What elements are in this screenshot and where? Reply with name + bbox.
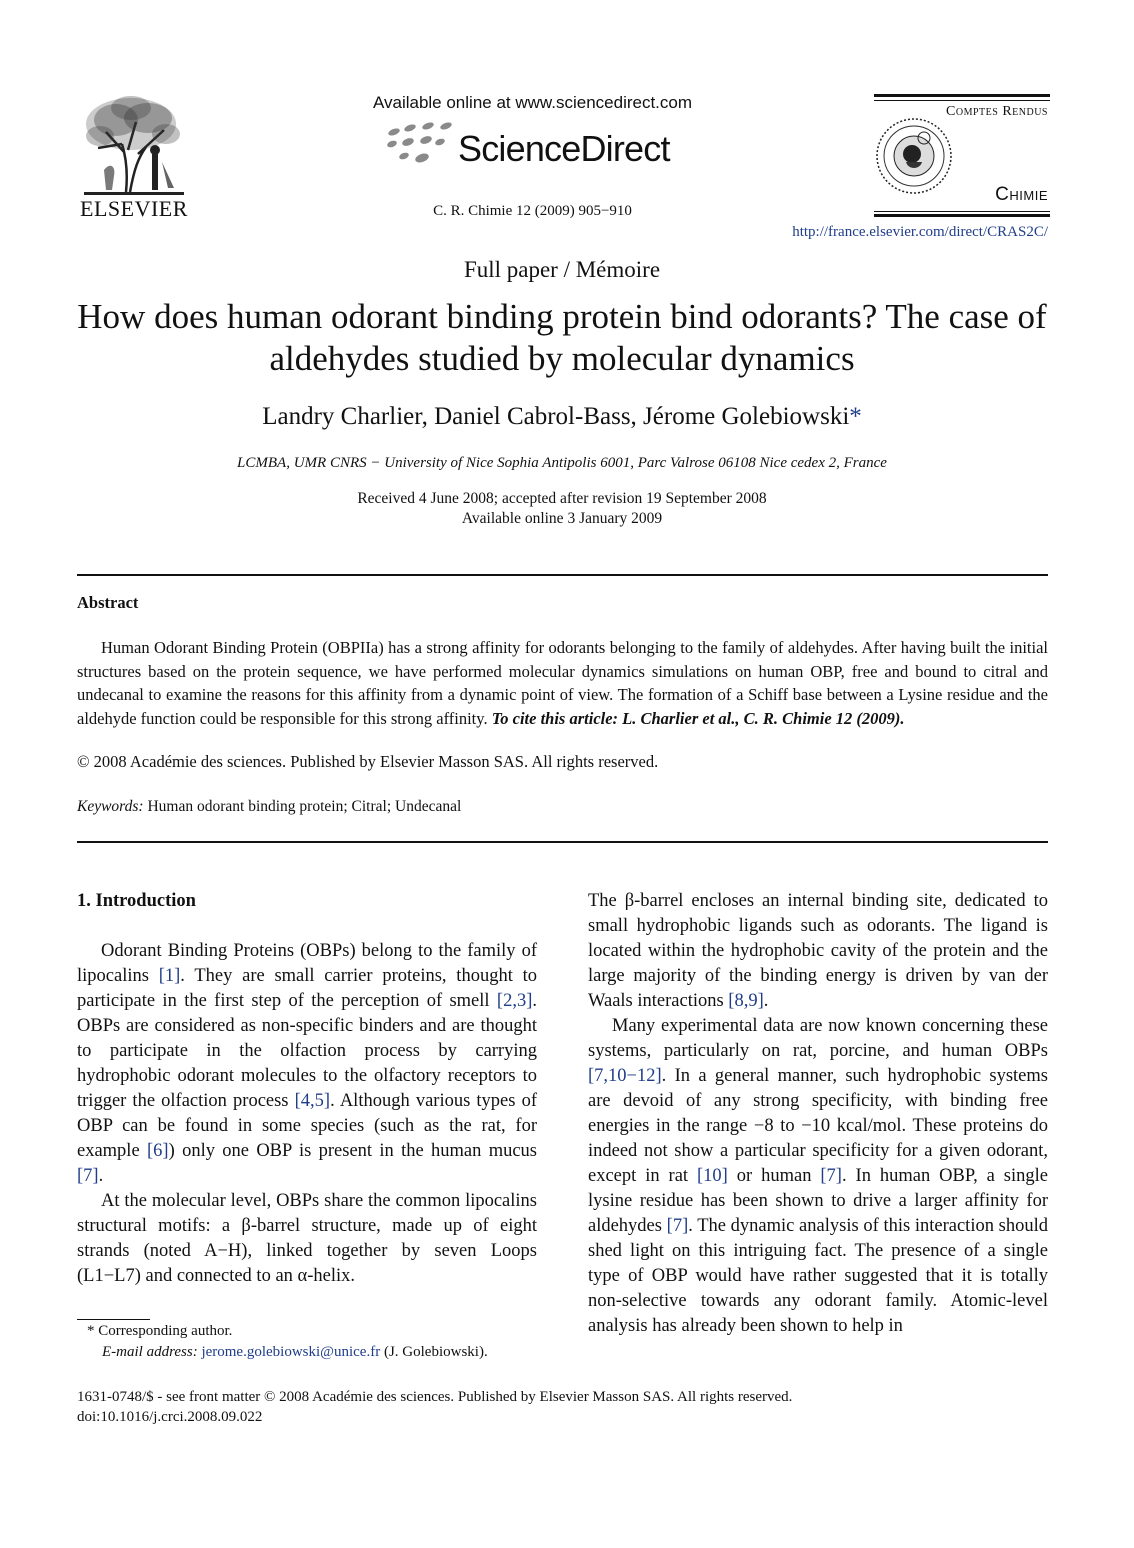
paragraph-4: Many experimental data are now known concerning these systems, particularly on rat, porcine, and human OBPs [7,10−12]. In a general manner, such hydrophobic systems are devoid of any strong specificity, with binding free energies in the range −8 to −10 kcal/mol. These proteins do indeed not show a particular specificity for a given odorant, except in rat [10] or human [7]. In human OBP, a single lysine residue has been shown to drive a larger affinity for aldehydes [7]. The dynamic analysis of this interaction should shed light on this intriguing fact. The presence of a single type of OBP would have rather suggested that it is totally non-selective towards any odorant family. Atomic-level analysis has already been shown to help in <box>588 1016 1048 1336</box>
journal-reference: C. R. Chimie 12 (2009) 905−910 <box>433 203 632 219</box>
author-names: Landry Charlier, Daniel Cabrol-Bass, Jérome Golebiowski <box>262 403 850 430</box>
citation-link[interactable]: [4,5] <box>294 1091 331 1111</box>
comptes-rendus-logo <box>874 94 1050 218</box>
citation-link[interactable]: [10] <box>696 1166 728 1186</box>
paragraph-1: Odorant Binding Proteins (OBPs) belong to the family of lipocalins [1]. They are small carrier proteins, thought to participate in the first step of the perception of smell [2,3]. OBPs are considered as non-specific binders and are thought to participate in the olfaction process by carrying hydrophobic odorant molecules to the olfactory receptors to trigger the olfaction process [4,5]. Although various types of OBP can be found in some species (such as the rat, for example [6]) only one OBP is present in the human mucus [7]. <box>77 941 537 1186</box>
comptes-rendus-subtitle: Chimie <box>995 184 1048 205</box>
front-matter-notice: 1631-0748/$ - see front matter © 2008 Académie des sciences. Published by Elsevier Masson SAS. All rights reserved. <box>77 1389 793 1405</box>
citation-link[interactable]: [7] <box>820 1166 842 1186</box>
copyright-notice: © 2008 Académie des sciences. Published by Elsevier Masson SAS. All rights reserved. <box>77 752 659 771</box>
citation-link[interactable]: [8,9] <box>728 991 764 1011</box>
keywords-list: Human odorant binding protein; Citral; Undecanal <box>143 798 462 815</box>
academie-seal-icon <box>877 119 951 193</box>
email-link[interactable]: jerome.golebiowski@unice.fr <box>201 1344 381 1360</box>
publisher-name: ELSEVIER <box>80 196 188 221</box>
available-online-date: Available online 3 January 2009 <box>461 510 663 527</box>
keywords <box>77 798 461 816</box>
left-column <box>77 889 537 1289</box>
paper-type: Full paper / Mémoire <box>463 257 661 282</box>
sciencedirect-wordmark: ScienceDirect <box>458 128 670 169</box>
corresponding-author-note: * Corresponding author. <box>87 1323 233 1339</box>
available-online-text: Available online at www.sciencedirect.com <box>372 93 693 112</box>
article-dates <box>0 489 1124 529</box>
right-column <box>588 889 1048 1339</box>
citation-link[interactable]: [2,3] <box>496 991 533 1011</box>
cite-note: To cite this article: L. Charlier et al., C. R. Chimie 12 (2009). <box>491 708 905 728</box>
email-label: E-mail address: <box>102 1344 198 1360</box>
citation-link[interactable]: [7,10−12] <box>588 1066 662 1086</box>
citation-link[interactable]: [1] <box>158 966 181 986</box>
corresponding-author-link[interactable]: * <box>849 403 862 430</box>
footnote-rule <box>77 1319 150 1320</box>
author-list <box>0 403 1124 431</box>
abstract-text <box>77 636 1048 730</box>
abstract-bottom-rule <box>77 841 1048 843</box>
section-heading-introduction: 1. Introduction <box>77 891 196 911</box>
abstract-top-rule <box>77 574 1048 576</box>
abstract-heading: Abstract <box>77 593 139 612</box>
doi-text: doi:10.1016/j.crci.2008.09.022 <box>77 1409 263 1425</box>
author-affiliation: LCMBA, UMR CNRS − University of Nice Sophia Antipolis 6001, Parc Valrose 06108 Nice cedex 2, France <box>237 455 887 471</box>
paragraph-2: At the molecular level, OBPs share the common lipocalins structural motifs: a β-barrel structure, made up of eight strands (noted A−H), linked together by seven Loops (L1−L7) and connected to an α-helix. <box>77 1191 537 1286</box>
citation-link[interactable]: [7] <box>666 1216 689 1236</box>
citation-link[interactable]: [6] <box>147 1141 169 1161</box>
paragraph-3: The β-barrel encloses an internal binding site, dedicated to small hydrophobic ligands such as odorants. The ligand is located within the hydrophobic cavity of the protein and the large majority of the binding energy is driven by van der Waals interactions [8,9]. <box>588 891 1048 1011</box>
email-note: E-mail address: jerome.golebiowski@unice.fr (J. Golebiowski). <box>102 1344 488 1360</box>
abstract-body: Human Odorant Binding Protein (OBPIIa) has a strong affinity for odorants belonging to the family of aldehydes. After having built the initial structures based on the protein sequence, we have performed molecular dynamics simulations on human OBP, free and bound to citral and undecanal to examine the reasons for this affinity from a dynamic point of view. The formation of a Schiff base between a Lysine residue and the aldehyde function could be responsible for this strong affinity. <box>77 638 1048 728</box>
comptes-rendus-title: Comptes Rendus <box>946 104 1048 119</box>
citation-link[interactable]: [7] <box>77 1166 99 1186</box>
received-date: Received 4 June 2008; accepted after revision 19 September 2008 <box>357 490 767 507</box>
keywords-label: Keywords: <box>77 798 144 815</box>
paper-title: How does human odorant binding protein bind odorants? The case of aldehydes studied by molecular dynamics <box>77 297 1047 378</box>
sciencedirect-dots-icon <box>384 120 464 170</box>
journal-url-link[interactable]: http://france.elsevier.com/direct/CRAS2C/ <box>792 224 1048 240</box>
